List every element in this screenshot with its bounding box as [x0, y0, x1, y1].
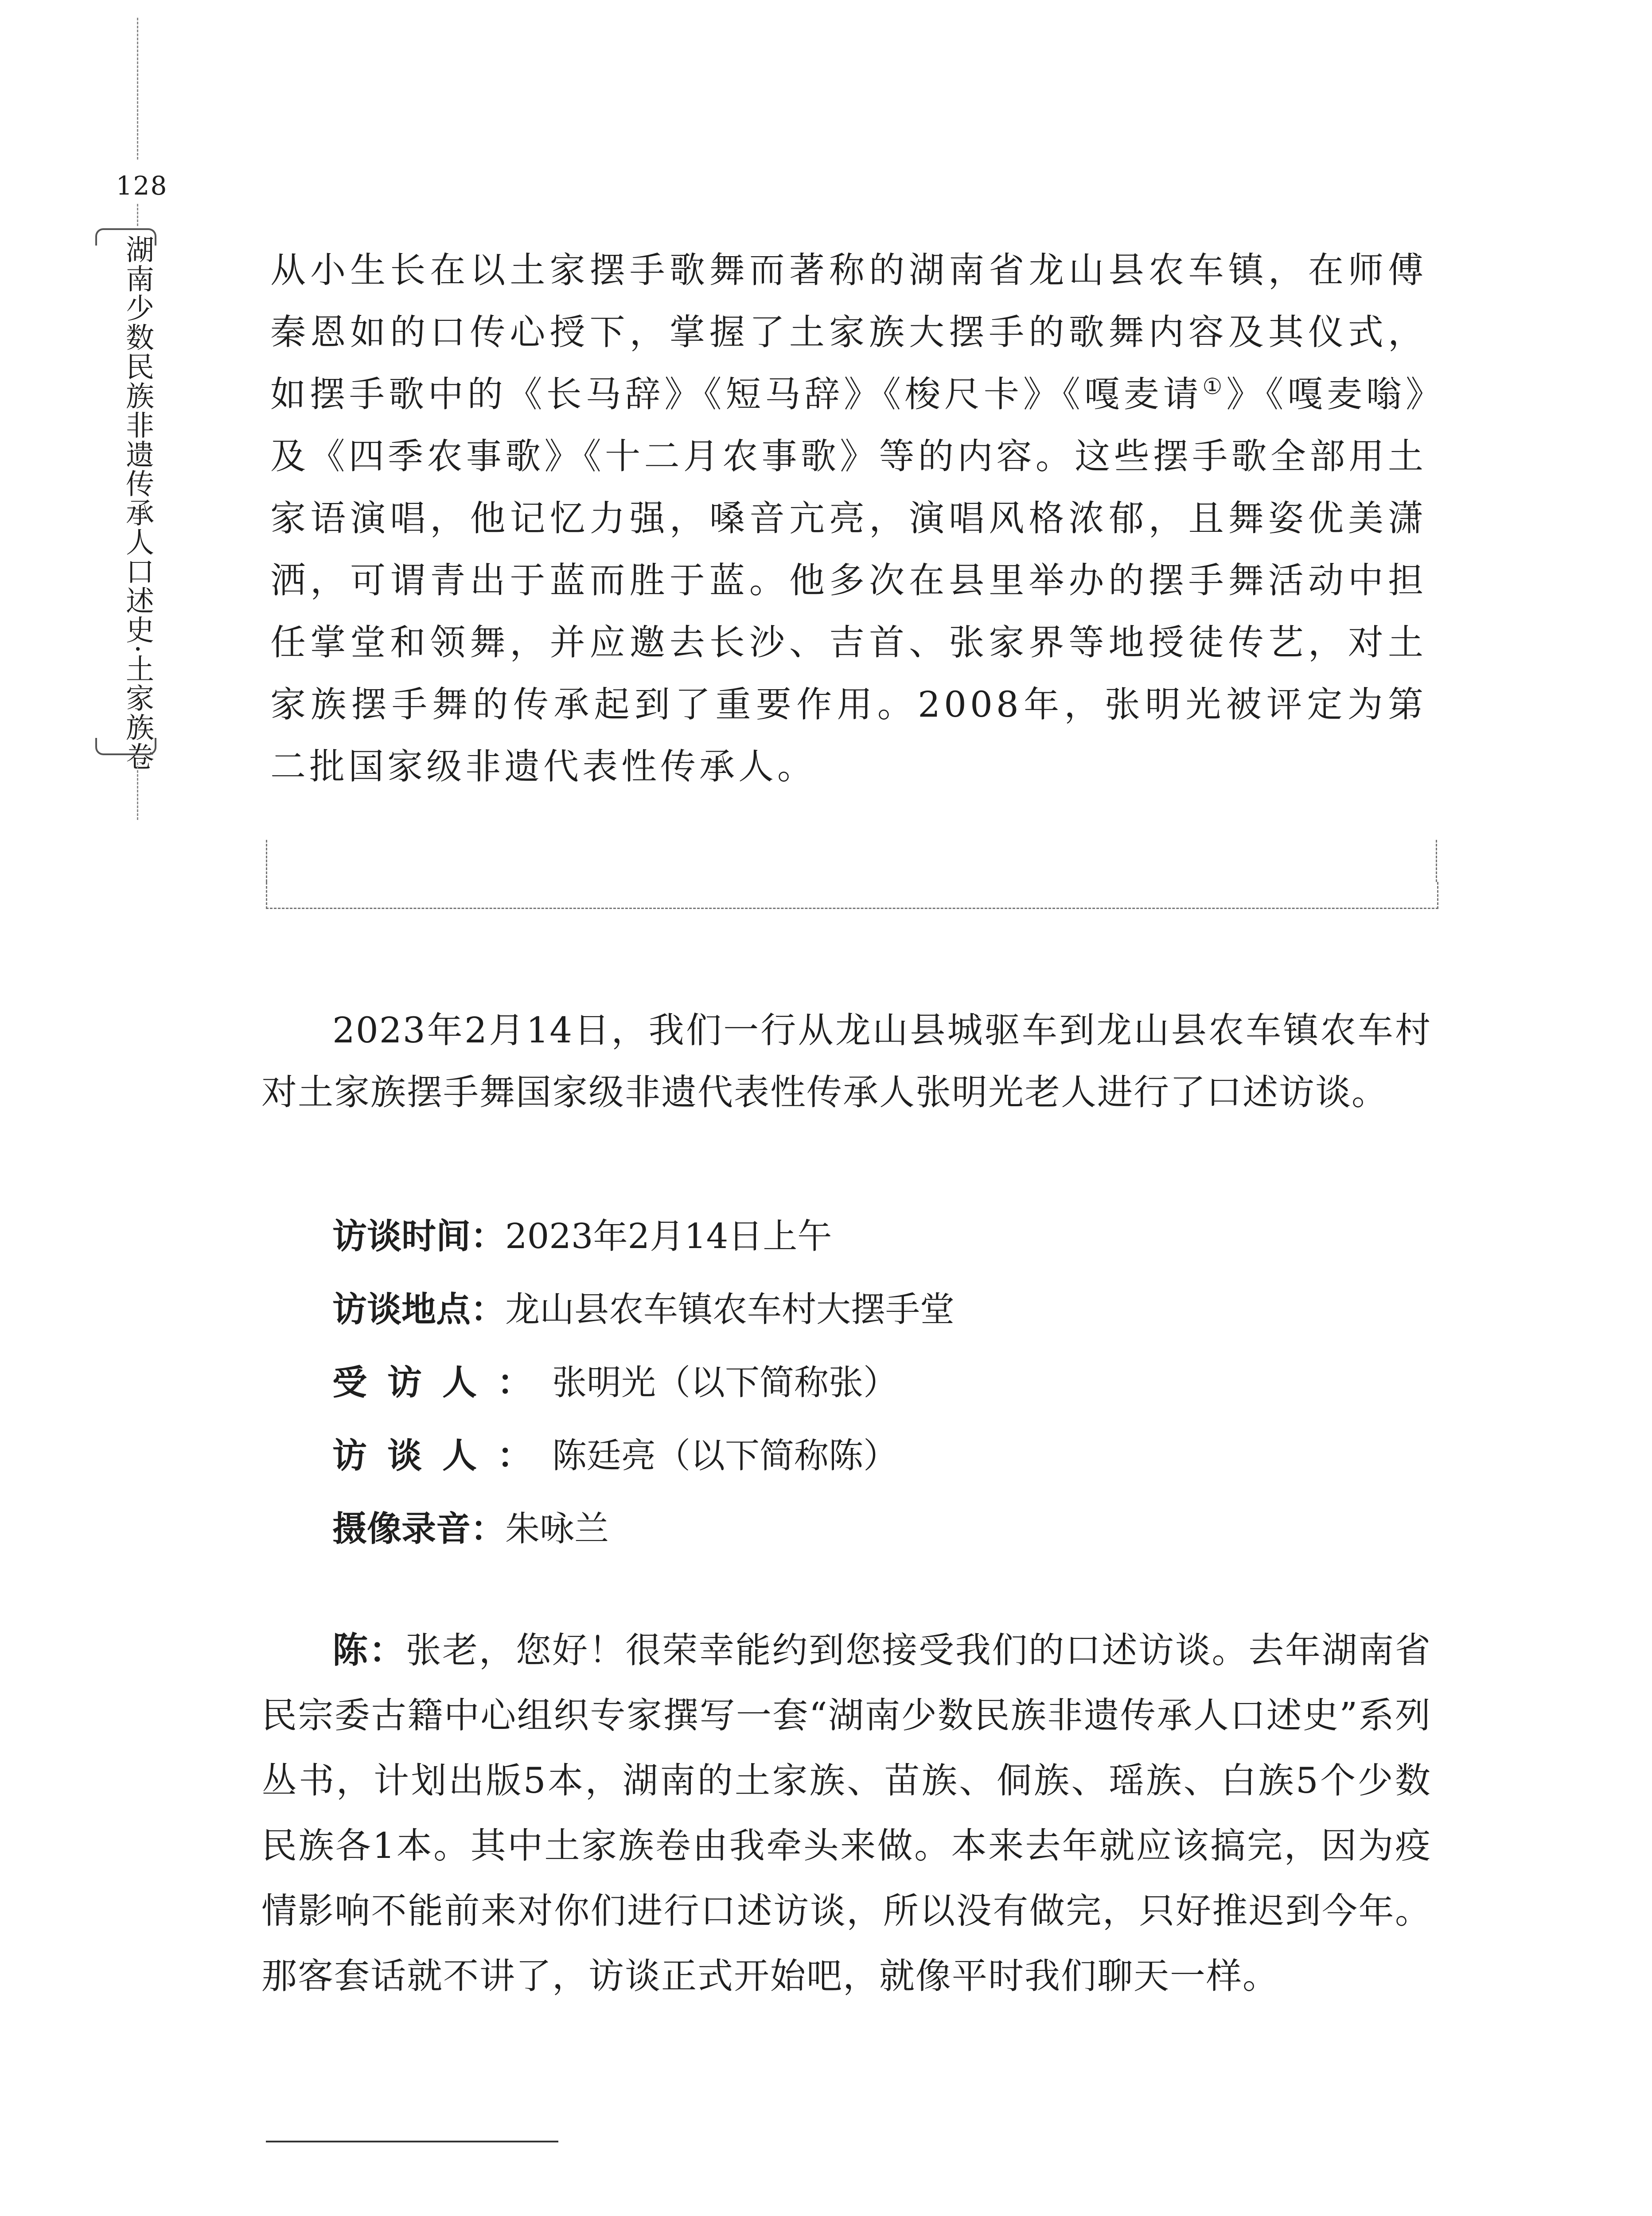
intro-block: [270, 239, 1427, 798]
info-value: 龙山县农车镇农车村大摆手堂: [505, 1290, 955, 1330]
info-row-interviewer: [332, 1429, 1396, 1502]
info-label: 摄像录音：: [332, 1509, 506, 1549]
margin-rule-bottom: [137, 762, 138, 820]
intro-frame-bottom: [266, 882, 1438, 909]
narrative-paragraph: 2023年2月14日，我们一行从龙山县城驱车到龙山县农车镇农车村对土家族摆手舞国家级非遗代表性传承人张明光老人进行了口述访谈。: [261, 1010, 1431, 1113]
margin-rule-middle: [137, 204, 138, 226]
page-number: 128: [116, 171, 168, 201]
footnote-rule: [266, 2141, 558, 2142]
info-label: 访谈地点：: [332, 1290, 506, 1330]
frame-corner-right: [1436, 840, 1437, 882]
info-value: 朱咏兰: [505, 1509, 609, 1549]
footnote: [306, 2212, 1414, 2216]
info-value: 陈廷亮（以下简称陈）: [552, 1436, 898, 1476]
frame-corner-left: [266, 840, 267, 882]
info-row-place: [332, 1283, 1396, 1356]
info-row-time: [332, 1210, 1396, 1283]
dialogue-paragraph: [261, 1618, 1431, 2009]
dialogue-text: 张老，您好！很荣幸能约到您接受我们的口述访谈。去年湖南省民宗委古籍中心组织专家撰写一套“湖南少数民族非遗传承人口述史”系列丛书，计划出版5本，湖南的土家族、苗族、侗族、瑶族、白族5个少数民族各1本。其中土家族卷由我牵头来做。本来去年就应该搞完，因为疫情影响不能前来对你们进行口述访谈，所以没有做完，只好推迟到今年。那客套话就不讲了，访谈正式开始吧，就像平时我们聊天一样。: [261, 1630, 1432, 1997]
interview-info: [332, 1210, 1396, 1576]
info-label: 访谈人：: [332, 1436, 553, 1476]
footnote-reference: ①: [1202, 374, 1227, 399]
info-value: 张明光（以下简称张）: [552, 1363, 898, 1403]
intro-paragraph: 从小生长在以土家摆手歌舞而著称的湖南省龙山县农车镇，在师傅秦恩如的口传心授下，掌握了土家族大摆手的歌舞内容及其仪式，如摆手歌中的《长马辞》《短马辞》《梭尺卡》《嘎麦请①》《嘎麦嗡》及《四季农事歌》《十二月农事歌》等的内容。这些摆手歌全部用土家语演唱，他记忆力强，嗓音亢亮，演唱风格浓郁，且舞姿优美潇洒，可谓青出于蓝而胜于蓝。他多次在县里举办的摆手舞活动中担任掌堂和领舞，并应邀去长沙、吉首、张家界等地授徒传艺，对土家族摆手舞的传承起到了重要作用。2008年，张明光被评定为第二批国家级非遗代表性传承人。: [270, 250, 1427, 787]
info-row-interviewee: [332, 1356, 1396, 1429]
info-label: 访谈时间：: [332, 1217, 506, 1256]
info-value: 2023年2月14日上午: [505, 1217, 832, 1256]
margin-rule-top: [137, 18, 138, 160]
info-label: 受访人：: [332, 1363, 553, 1403]
speaker-label: 陈：: [332, 1630, 406, 1671]
info-row-recording: [332, 1502, 1396, 1576]
title-bracket-bottom: [95, 738, 156, 755]
running-title: 湖南少数民族非遗传承人口述史·土家族卷: [121, 235, 154, 772]
